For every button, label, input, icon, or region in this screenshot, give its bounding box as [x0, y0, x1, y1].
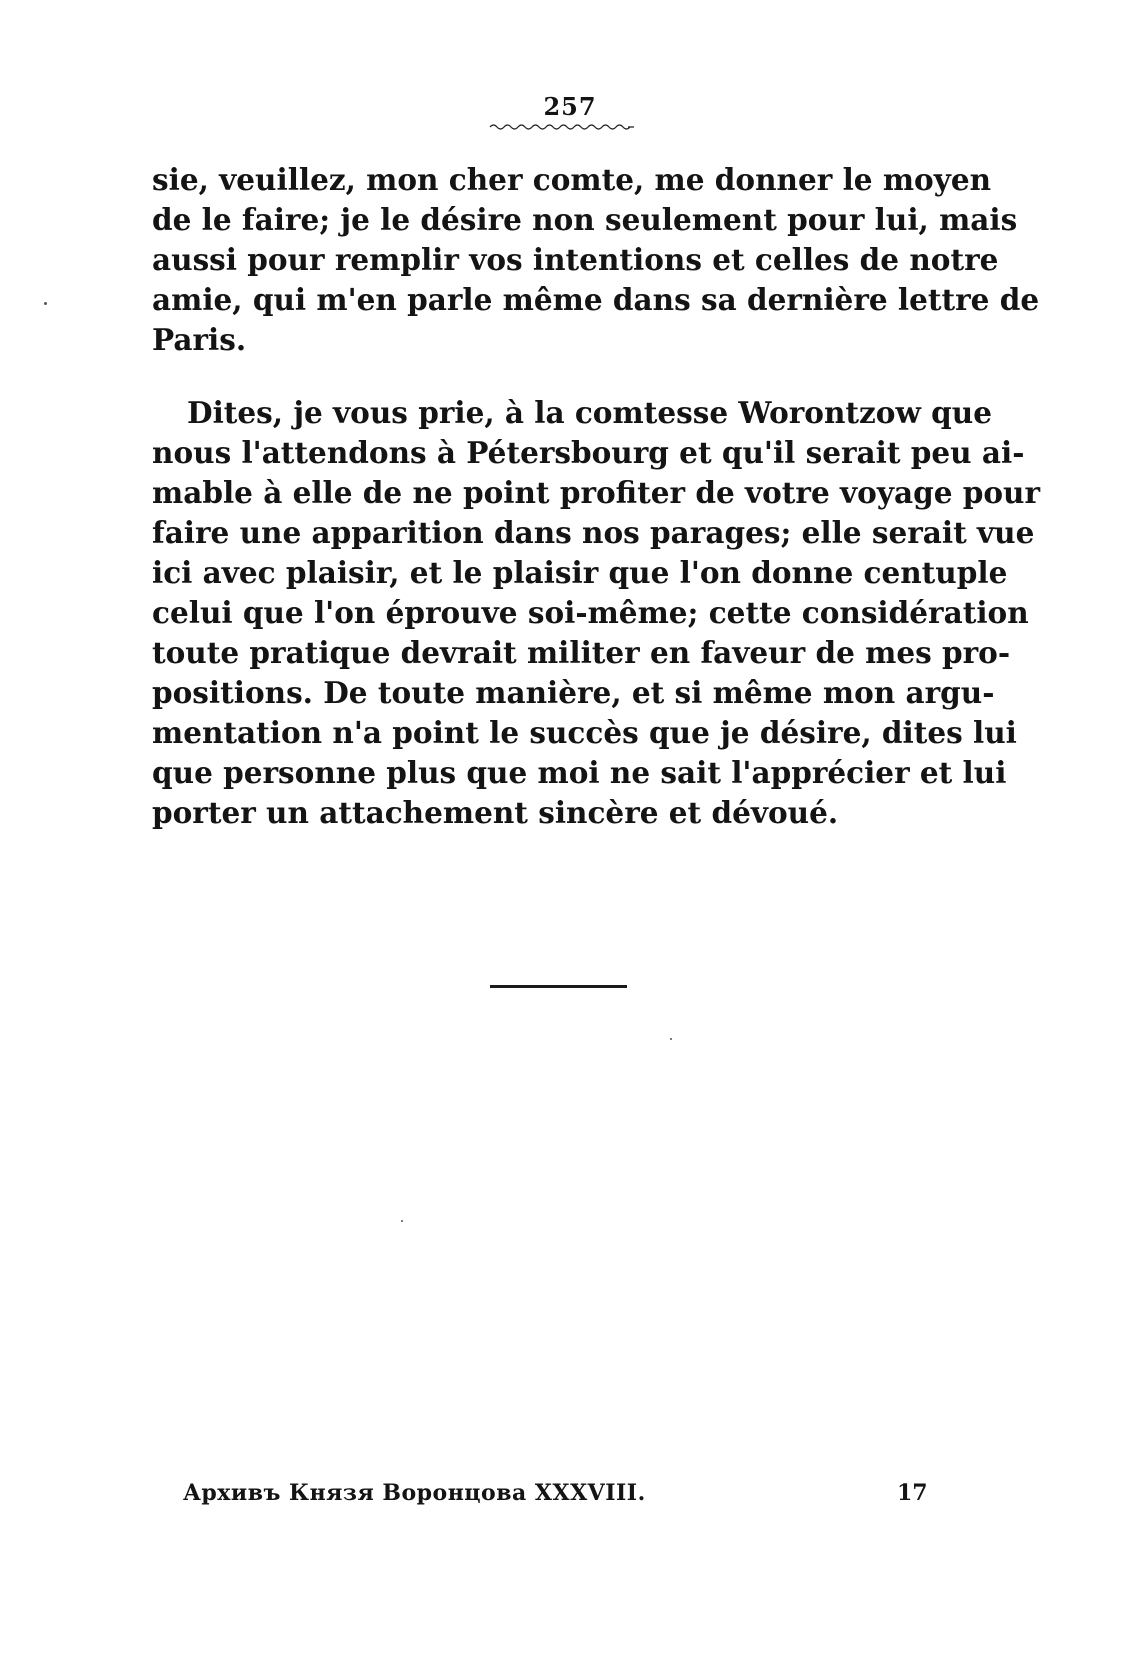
- text-line: nous l'attendons à Pétersbourg et qu'il serait peu ai-: [152, 435, 1025, 470]
- text-line: celui que l'on éprouve soi-même; cette considération: [152, 595, 1029, 630]
- text-line: que personne plus que moi ne sait l'apprécier et lui: [152, 755, 1007, 790]
- wavy-underline: [488, 122, 636, 132]
- footer-title: Архивъ Князя Воронцова XXXVIII.: [183, 1480, 646, 1506]
- text-line: toute pratique devrait militer en faveur de mes pro-: [152, 635, 1011, 670]
- text-line: Paris.: [152, 322, 247, 357]
- footer-signature-mark: 17: [897, 1480, 928, 1506]
- paragraph-2: [152, 393, 1041, 833]
- text-line: amie, qui m'en parle même dans sa dernière lettre de: [152, 282, 1040, 317]
- section-rule: [490, 985, 627, 988]
- text-line: sie, veuillez, mon cher comte, me donner le moyen: [152, 162, 992, 197]
- text-line: mable à elle de ne point profiter de votre voyage pour: [152, 475, 1041, 510]
- paragraph-1: [152, 160, 1040, 360]
- text-line: aussi pour remplir vos intentions et celles de notre: [152, 242, 999, 277]
- scan-speck: [44, 302, 47, 305]
- text-line: Dites, je vous prie, à la comtesse Worontzow que: [187, 395, 992, 430]
- scan-speck: [670, 1038, 672, 1040]
- text-line: positions. De toute manière, et si même mon argu-: [152, 675, 995, 710]
- text-line: porter un attachement sincère et dévoué.: [152, 795, 839, 830]
- page-number: 257: [543, 92, 597, 121]
- text-line: mentation n'a point le succès que je désire, dites lui: [152, 715, 1017, 750]
- text-line: ici avec plaisir, et le plaisir que l'on donne centuple: [152, 555, 1008, 590]
- text-line: de le faire; je le désire non seulement pour lui, mais: [152, 202, 1018, 237]
- text-line: faire une apparition dans nos parages; elle serait vue: [152, 515, 1035, 550]
- scan-speck: [401, 1220, 403, 1222]
